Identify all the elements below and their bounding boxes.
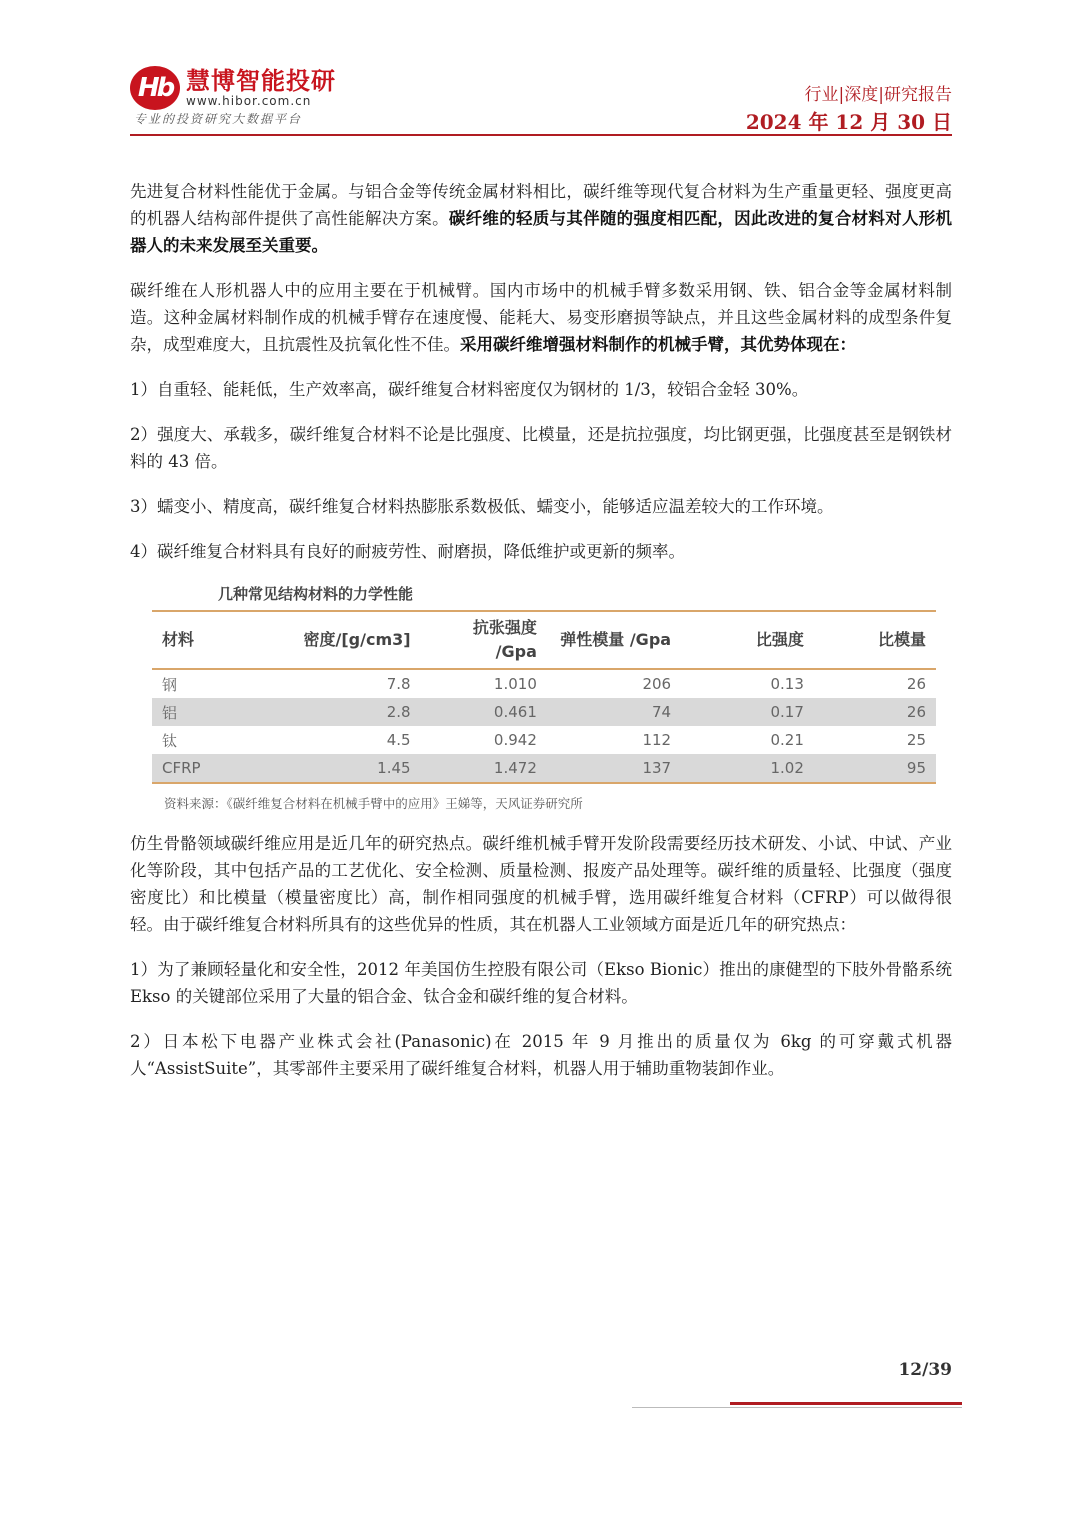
table-row	[152, 726, 936, 754]
table-cell: 1.010	[493, 675, 537, 693]
table-row	[152, 698, 936, 726]
column-header: 抗张强度 /Gpa	[472, 618, 537, 661]
table-cell: 0.21	[770, 731, 804, 749]
column-header: 密度/[g/cm3]	[303, 630, 411, 649]
table-cell: CFRP	[152, 754, 269, 783]
list-item: 1）自重轻、能耗低，生产效率高，碳纤维复合材料密度仅为钢材的 1/3，较铝合金轻 30%。	[130, 380, 809, 399]
logo-name: 慧博智能投研	[186, 67, 336, 95]
table-cell: 0.942	[493, 731, 537, 749]
paragraph-bold-text: 碳纤维的轻质与其伴随的强度相匹配，因此改进的复合材料对人形机器人的未来发展至关重要。	[130, 209, 952, 255]
logo-mark-icon: Hb	[130, 66, 180, 110]
table-cell: 2.8	[269, 698, 420, 726]
table-cell: 25	[906, 731, 926, 749]
table-cell: 0.461	[421, 698, 547, 726]
report-date: 2024 年 12 月 30 日	[745, 110, 952, 134]
table-cell: 0.13	[770, 675, 804, 693]
page-number: 12/39	[898, 1360, 952, 1380]
table-row	[152, 669, 936, 698]
table-cell: 4.5	[386, 731, 411, 749]
list-item: 1）为了兼顾轻量化和安全性，2012 年美国仿生控股有限公司（Ekso Bionic）推出的康健型的下肢外骨骼系统 Ekso 的关键部位采用了大量的铝合金、钛合金和碳纤维的复合材料。	[130, 960, 952, 1006]
list-item: 4）碳纤维复合材料具有良好的耐疲劳性、耐磨损，降低维护或更新的频率。	[130, 542, 685, 561]
column-header: 弹性模量 /Gpa	[560, 630, 672, 649]
materials-table-figure	[152, 583, 936, 812]
table-cell: 1.472	[421, 754, 547, 783]
list-item: 3）蠕变小、精度高，碳纤维复合材料热膨胀系数极低、蠕变小，能够适应温差较大的工作环境。	[130, 497, 834, 516]
table-cell: 26	[906, 675, 926, 693]
table-cell: 206	[642, 675, 672, 693]
table-title: 几种常见结构材料的力学性能	[218, 585, 414, 603]
hibor-logo	[130, 66, 336, 110]
page-header	[130, 60, 952, 136]
column-header: 比模量	[877, 630, 926, 649]
header-divider	[130, 134, 952, 136]
paragraph-text: 先进复合材料性能优于金属。与铝合金等传统金属材料相比，碳纤维等现代复合材料为生产重量更轻、强度更高的机器人结构部件提供了高性能解决方案。	[130, 182, 952, 228]
footer-accent-rule	[730, 1402, 962, 1405]
paragraph	[130, 277, 952, 358]
logo-slogan: 专业的投资研究大数据平台	[134, 112, 303, 126]
paragraph-bold-text: 采用碳纤维增强材料制作的机械手臂，其优势体现在：	[460, 335, 856, 354]
table-cell: 95	[814, 754, 936, 783]
table-cell: 钢	[162, 675, 178, 694]
table-source: 资料来源：《碳纤维复合材料在机械手臂中的应用》王娣等，天风证券研究所	[164, 796, 583, 811]
table-cell: 112	[642, 731, 672, 749]
table-cell: 7.8	[386, 675, 411, 693]
report-type: 行业|深度|研究报告	[804, 85, 952, 105]
table-header-row	[152, 612, 936, 669]
table-cell: 钛	[162, 731, 178, 750]
report-body	[130, 178, 952, 1100]
table-cell: 1.45	[269, 754, 420, 783]
table-cell: 0.17	[681, 698, 814, 726]
table-cell: 74	[547, 698, 681, 726]
list-item: 2）日本松下电器产业株式会社(Panasonic)在 2015 年 9 月推出的质量仅为 6kg 的可穿戴式机器人“AssistSuite”，其零部件主要采用了碳纤维复合材料，机器人用于辅助重物装卸作业。	[130, 1032, 952, 1078]
footer-divider	[632, 1407, 962, 1408]
paragraph-text: 碳纤维在人形机器人中的应用主要在于机械臂。国内市场中的机械手臂多数采用钢、铁、铝合金等金属材料制造。这种金属材料制作成的机械手臂存在速度慢、能耗大、易变形磨损等缺点，并且这些金属材料的成型条件复杂，成型难度大，且抗震性及抗氧化性不佳。	[130, 281, 952, 354]
paragraph: 仿生骨骼领域碳纤维应用是近几年的研究热点。碳纤维机械手臂开发阶段需要经历技术研发、小试、中试、产业化等阶段，其中包括产品的工艺优化、安全检测、质量检测、报废产品处理等。碳纤维的质量轻、比强度（强度密度比）和比模量（模量密度比）高，制作相同强度的机械手臂，选用碳纤维复合材料（CFRP）可以做得很轻。由于碳纤维复合材料所具有的这些优异的性质，其在机器人工业领域方面是近几年的研究热点：	[130, 834, 952, 934]
table-row	[152, 754, 936, 783]
list-item: 2）强度大、承载多，碳纤维复合材料不论是比强度、比模量，还是抗拉强度，均比钢更强，比强度甚至是钢铁材料的 43 倍。	[130, 425, 952, 471]
table-cell: 1.02	[681, 754, 814, 783]
column-header: 材料	[162, 630, 195, 649]
table-cell: 铝	[152, 698, 269, 726]
materials-table	[152, 612, 936, 784]
logo-url: www.hibor.com.cn	[186, 94, 312, 108]
paragraph	[130, 178, 952, 259]
table-cell: 137	[547, 754, 681, 783]
table-cell: 26	[814, 698, 936, 726]
column-header: 比强度	[755, 630, 804, 649]
